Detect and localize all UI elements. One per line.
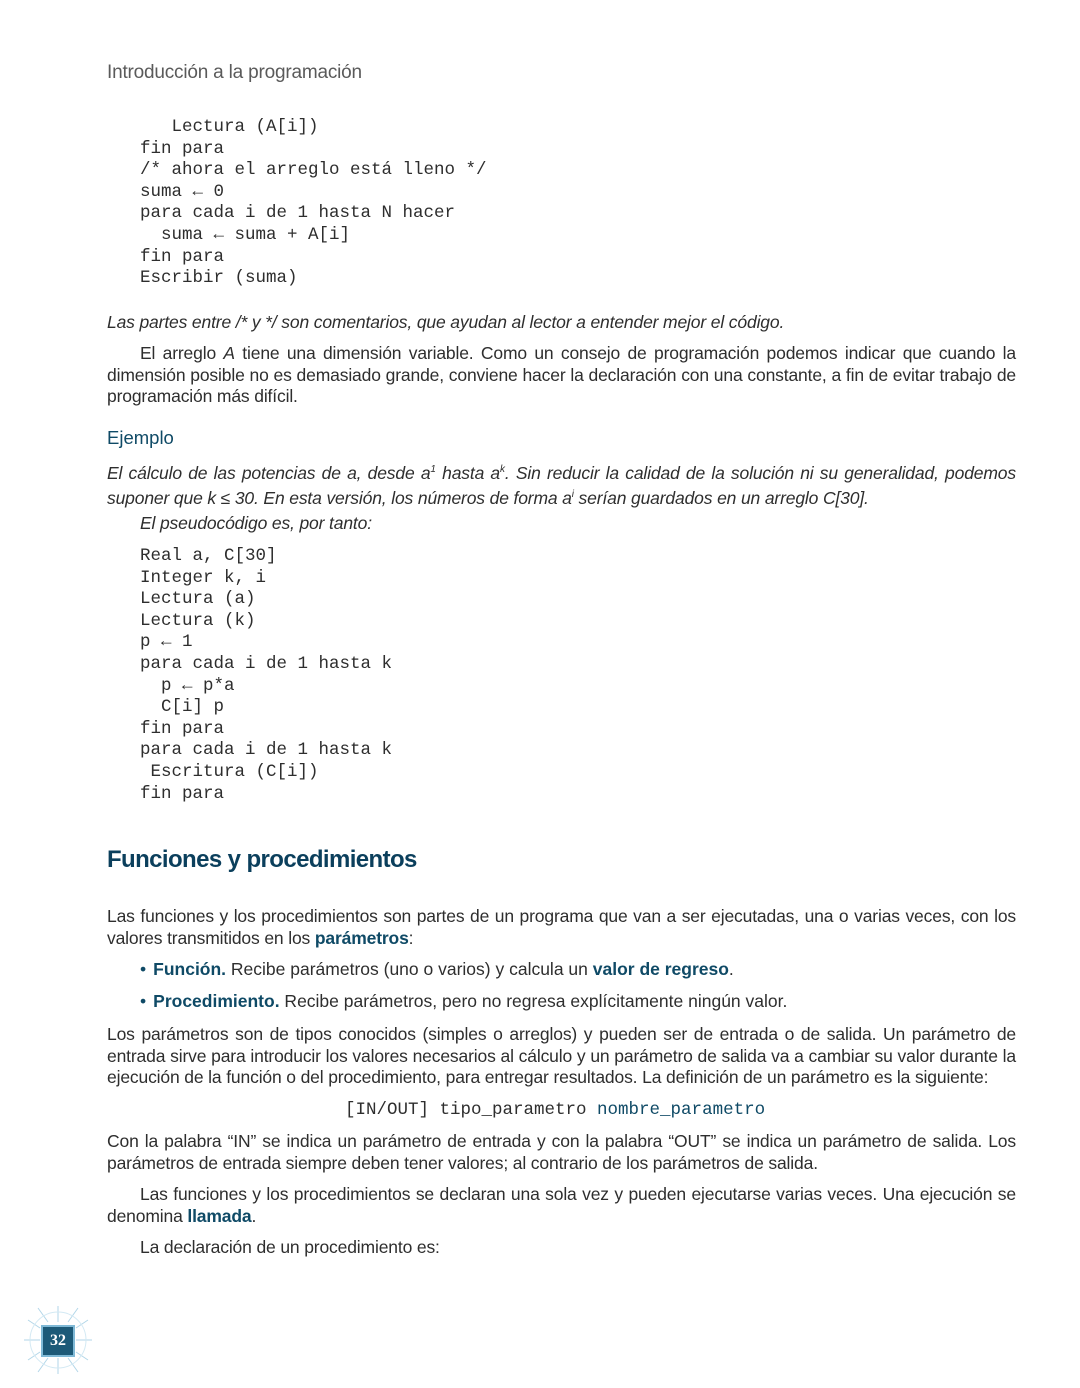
code-line: Lectura (A[i]) bbox=[140, 117, 319, 137]
section-intro: Las funciones y los procedimientos son partes de un programa que van a ser ejecutadas, una o varias veces, con los valores transmitidos en los parámetros: bbox=[107, 906, 1016, 948]
running-header: Introducción a la programación bbox=[107, 62, 362, 83]
bullet-funcion: • Función. Recibe parámetros (uno o varios) y calcula un valor de regreso. bbox=[140, 959, 734, 979]
code-line: Lectura (a) bbox=[140, 589, 256, 610]
code-block-sum bbox=[140, 117, 487, 290]
parameter-signature: [IN/OUT] tipo_parametro nombre_parametro bbox=[345, 1100, 766, 1120]
code-line: Escribir (suma) bbox=[140, 268, 298, 289]
example-heading: Ejemplo bbox=[107, 427, 174, 448]
bullet-icon: • bbox=[140, 991, 147, 1011]
pseudocode-intro: El pseudocódigo es, por tanto: bbox=[140, 513, 372, 533]
code-line: para cada i de 1 hasta k bbox=[140, 653, 393, 674]
code-line: Escritura (C[i]) bbox=[140, 761, 319, 782]
code-line: fin para bbox=[140, 783, 225, 804]
code-line: Real a, C[30] bbox=[140, 546, 277, 566]
code-line: Lectura (k) bbox=[140, 610, 256, 631]
inout-paragraph: Con la palabra “IN” se indica un parámetro de entrada y con la palabra “OUT” se indica un parámetro de salida. Los parámetros de entrada siempre deben tener valores; al contrario de los parámetros de salida. bbox=[107, 1131, 1016, 1173]
parameters-paragraph: Los parámetros son de tipos conocidos (simples o arreglos) y pueden ser de entrada o de salida. Un parámetro de entrada sirve para introducir los valores necesarios al cálculo y un parámetro de salida va a cambiar su valor durante la ejecución de la función o del procedimiento, para entregar resultados. La definición de un parámetro es la siguiente: bbox=[107, 1024, 1016, 1088]
llamada-paragraph: Las funciones y los procedimientos se declaran una sola vez y pueden ejecutarse varias veces. Una ejecución se denomina llamada. bbox=[107, 1184, 1016, 1226]
bullet-procedimiento: • Procedimiento. Recibe parámetros, pero no regresa explícitamente ningún valor. bbox=[140, 991, 788, 1011]
code-line: fin para bbox=[140, 718, 225, 739]
code-line: C[i] p bbox=[140, 697, 225, 718]
declaration-intro: La declaración de un procedimiento es: bbox=[140, 1237, 440, 1257]
section-title: Funciones y procedimientos bbox=[107, 846, 417, 873]
comment-note: Las partes entre /* y */ son comentarios, que ayudan al lector a entender mejor el código. bbox=[107, 312, 785, 332]
code-line: fin para bbox=[140, 138, 225, 159]
example-description: El cálculo de las potencias de a, desde $a^1$ hasta $a^k$. Sin reducir la calidad de la solución ni su generalidad, podemos suponer que k ≤ 30. En esta versión, los números de forma $a^i$ serían guardados en un arreglo C[30]. bbox=[107, 462, 1016, 509]
code-line: fin para bbox=[140, 246, 225, 267]
code-line: suma ← 0 bbox=[140, 181, 225, 202]
paragraph-arreglo: El arreglo A tiene una dimensión variable. Como un consejo de programación podemos indicar que cuando la dimensión posible no es demasiado grande, conviene hacer la declaración con una constante, a fin de evitar trabajo de programación más difícil. bbox=[107, 343, 1016, 407]
code-block-powers bbox=[140, 546, 392, 805]
code-line: suma ← suma + A[i] bbox=[140, 224, 351, 245]
code-line: para cada i de 1 hasta k bbox=[140, 740, 393, 761]
bullet-icon: • bbox=[140, 959, 147, 979]
code-line: p ← p*a bbox=[140, 675, 235, 696]
code-line: para cada i de 1 hasta N hacer bbox=[140, 203, 456, 224]
code-line: p ← 1 bbox=[140, 632, 193, 653]
page-number: 32 bbox=[41, 1325, 75, 1357]
code-line: Integer k, i bbox=[140, 567, 267, 588]
code-line: /* ahora el arreglo está lleno */ bbox=[140, 160, 487, 181]
